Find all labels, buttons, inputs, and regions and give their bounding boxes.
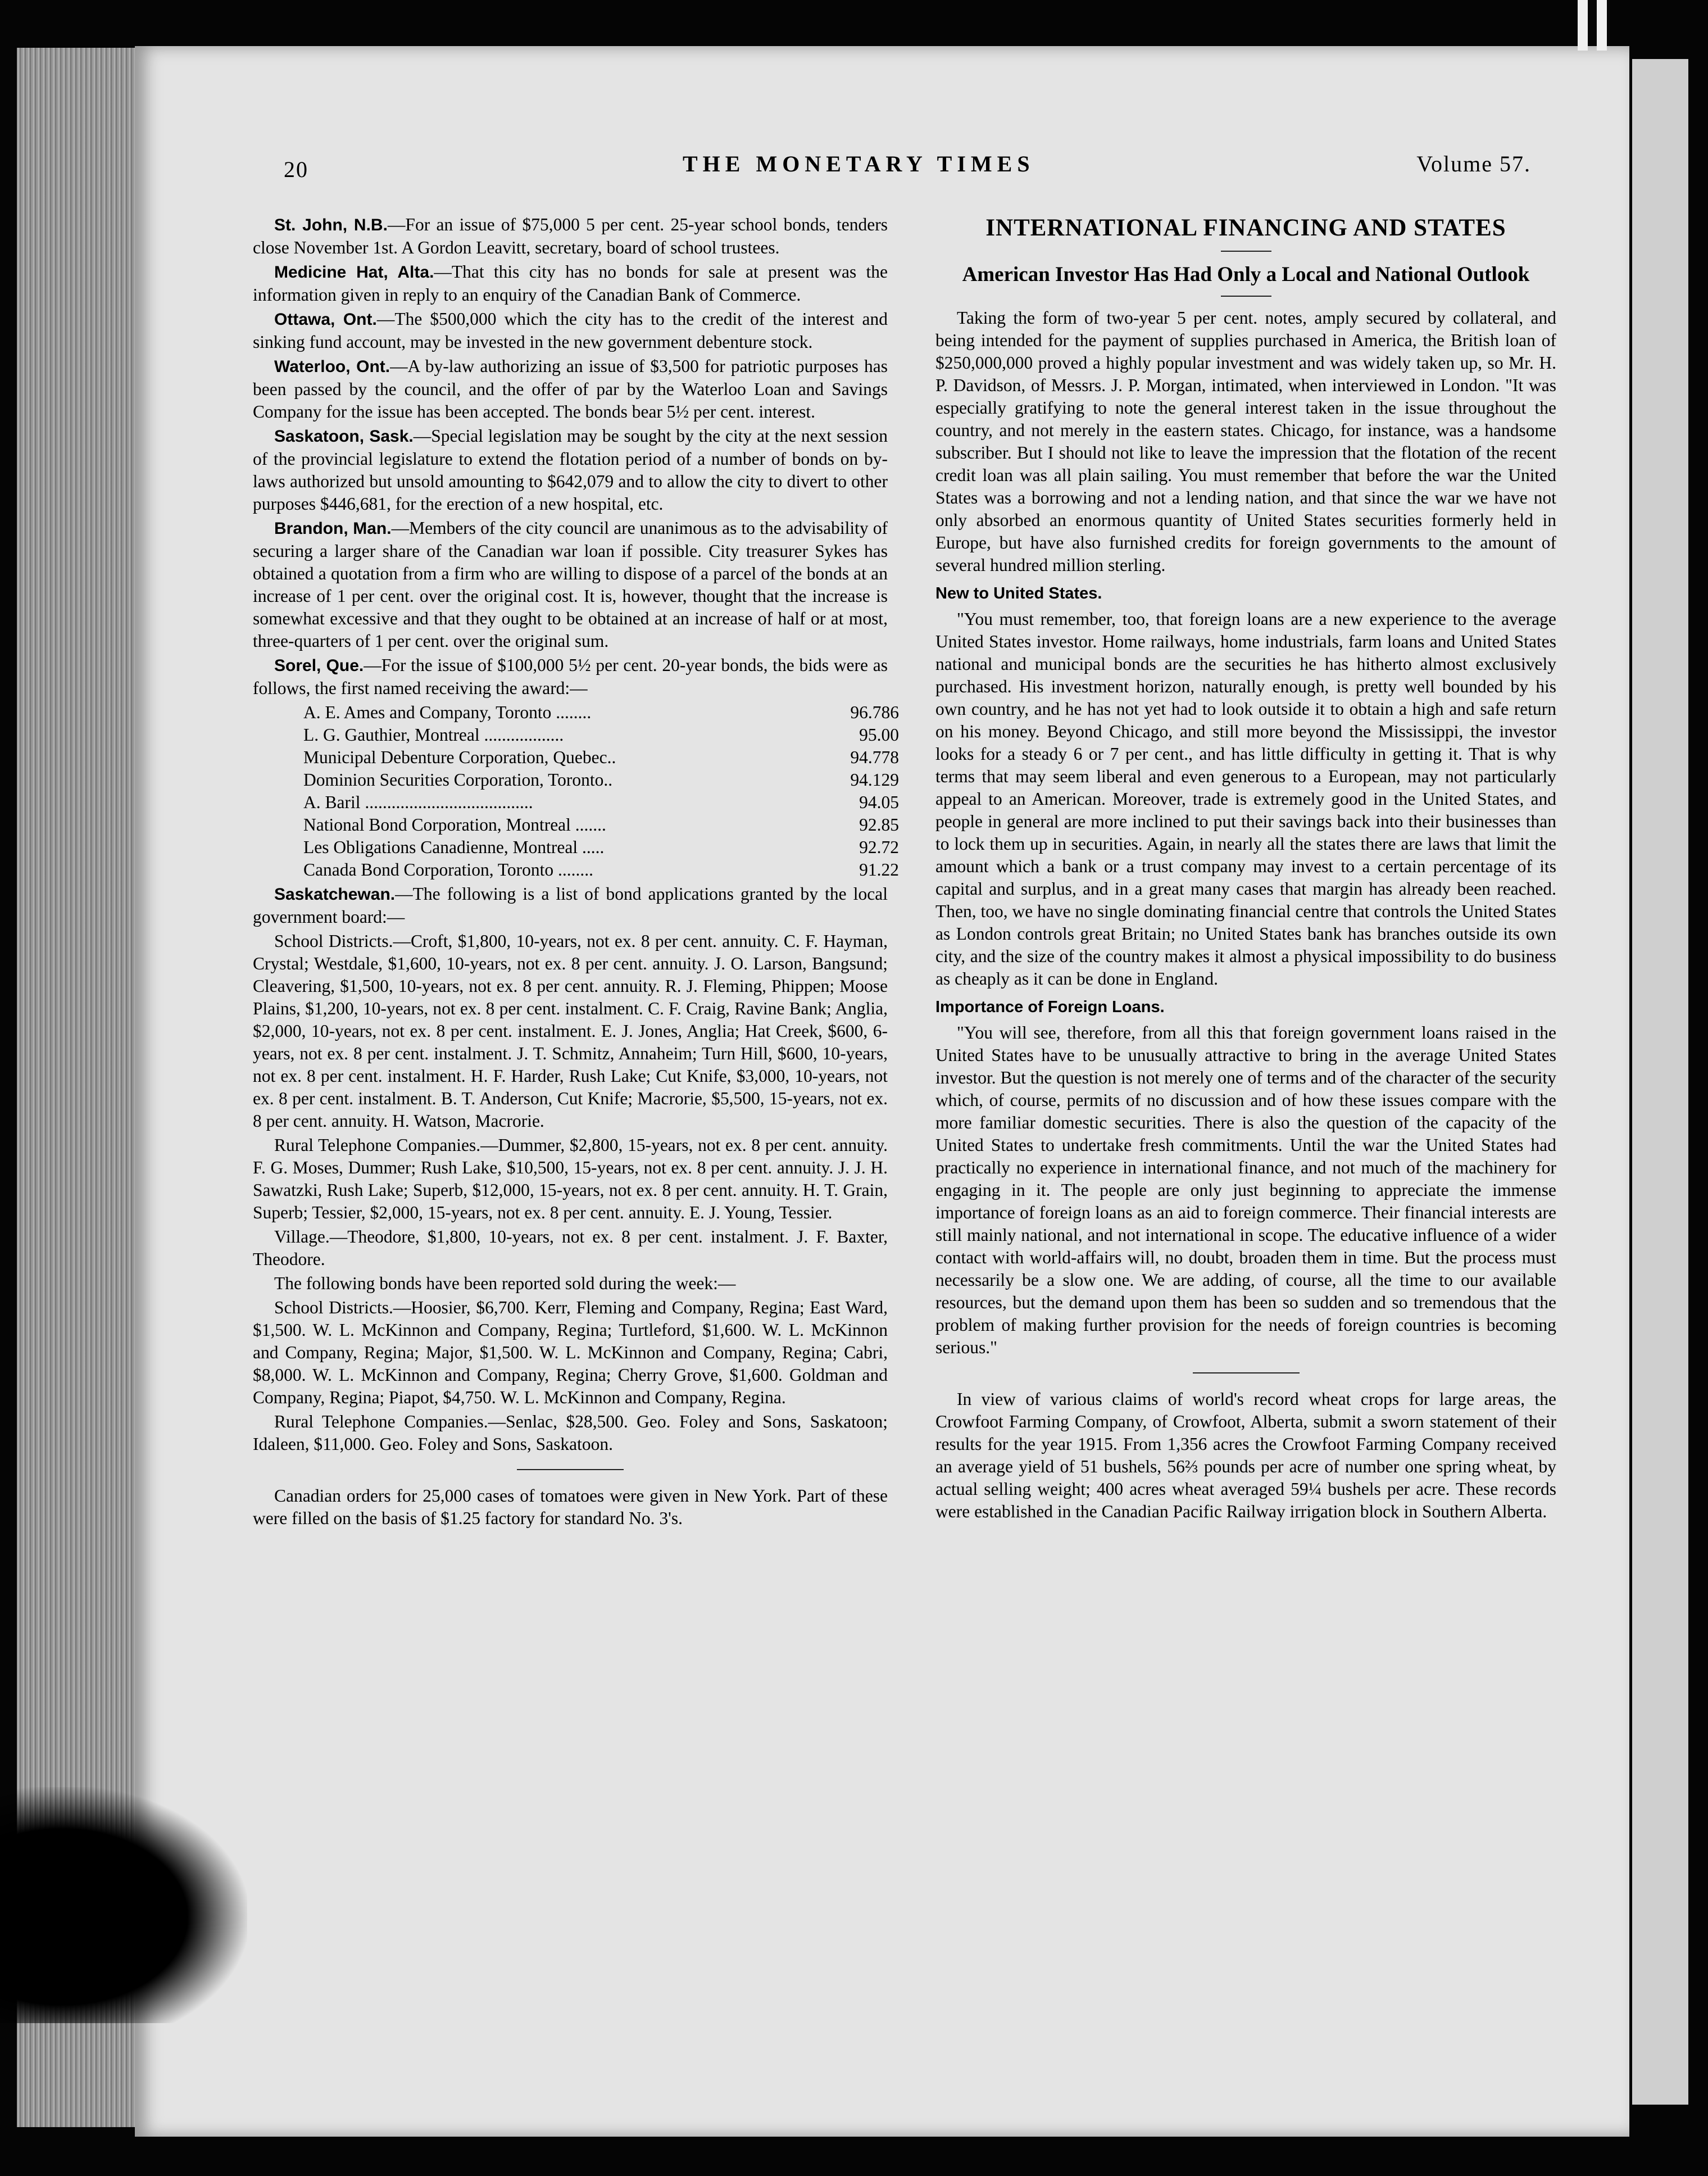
news-item xyxy=(253,425,888,515)
bond-list-item: The following bonds have been reported sold during the week:— xyxy=(274,1273,736,1293)
table-row xyxy=(303,769,899,791)
place-name: Saskatoon, Sask. xyxy=(274,427,414,446)
binding-mark xyxy=(1578,0,1588,51)
bid-value: 94.129 xyxy=(850,770,899,790)
table-row xyxy=(303,814,899,836)
news-text: —That this city has no bonds for sale at present was the information given in reply to an enquiry of the Canadian Bank of Commerce. xyxy=(253,262,888,305)
table-row xyxy=(303,701,899,724)
table-row xyxy=(303,791,899,814)
bid-value: 95.00 xyxy=(859,725,899,745)
bidder-name: A. Baril ...................................... xyxy=(303,792,533,812)
table-row xyxy=(303,836,899,859)
scan-shadow xyxy=(0,1787,247,2023)
news-item xyxy=(253,214,888,259)
bidder-name: Municipal Debenture Corporation, Quebec.. xyxy=(303,747,616,767)
tomatoes-item: Canadian orders for 25,000 cases of tomatoes were given in New York. Part of these were filled on the basis of $1.25 factory for standard No. 3's. xyxy=(253,1486,888,1528)
news-text: —The $500,000 which the city has to the credit of the interest and sinking fund account, may be invested in the new government debenture stock. xyxy=(253,309,888,352)
place-name: Brandon, Man. xyxy=(274,519,392,538)
place-name: St. John, N.B. xyxy=(274,216,388,234)
bidder-name: Canada Bond Corporation, Toronto ........ xyxy=(303,860,594,880)
section-subhead: Importance of Foreign Loans. xyxy=(935,998,1165,1016)
table-row xyxy=(303,724,899,746)
bid-value: 91.22 xyxy=(859,860,899,880)
news-text: —For the issue of $100,000 5½ per cent. 20-year bonds, the bids were as follows, the first named receiving the award:— xyxy=(253,655,888,698)
place-name: Medicine Hat, Alta. xyxy=(274,263,434,282)
place-name: Ottawa, Ont. xyxy=(274,310,377,329)
article-paragraph: "You must remember, too, that foreign loans are a new experience to the average United States investor. Home railways, home industrials, farm loans and United States national and municipal bonds are the securities he has hitherto almost exclusively purchased. His investment horizon, naturally enough, is pretty well bounded by his own country, and he has not yet had to look outside it to obtain a high and safe return on his money. Beyond Chicago, and still more beyond the Mississippi, the investor looks for a steady 6 or 7 per cent., and has little difficulty in getting it. That is why terms that may seem liberal and even generous to a European, may not particularly appeal to an American. Moreover, trade is extremely good in the United States, and people in general are more inclined to put their savings back into their businesses than to lock them up in securities. Again, in nearly all the states there are laws that limit the amount which a bank or a trust company may invest to a certain percentage of its capital and surplus, and in a great many cases that margin has already been reached. Then, too, we have no single dominating financial centre that controls the United States as London controls great Britain; no United States bank has branches outside its own city, and the size of the country makes it almost a physical impossibility to do business as cheaply as it can be done in England. xyxy=(935,609,1556,989)
bid-value: 96.786 xyxy=(850,702,899,722)
news-item xyxy=(253,355,888,423)
subtitle-divider xyxy=(1221,296,1271,297)
news-text: —Special legislation may be sought by the city at the next session of the provincial legislature to extend the flotation period of a number of bonds on by-laws authorized but unsold amounting to $642,079 and to allow the city to divert to other purposes $446,681, for the erection of a new hospital, etc. xyxy=(253,426,888,514)
volume-label: Volume 57. xyxy=(1416,151,1531,176)
article-title: INTERNATIONAL FINANCING AND STATES xyxy=(985,215,1506,241)
article-paragraph: "You will see, therefore, from all this that foreign government loans raised in the United States have to be unusually attractive to bring in the average United States investor. But the question is not merely one of terms and of the character of the security which, of course, permits of no discussion and of how these issues compare with the more familiar domestic securities. There is also the question of the capacity of the United States to undertake fresh commitments. Until the war the United States had practically no experience in international finance, and not much of the machinery for engaging in it. The people are only just beginning to appreciate the immense importance of foreign loans as an aid to foreign commerce. Their financial interests are still mainly national, and not international in scope. The educative influence of a wider contact with world-affairs will, no doubt, broaden them in time. But the process must necessarily be a slow one. We are adding, of course, all the time to our available resources, but the demand upon them has been so sudden and so tremendous that the problem of making further provision for the needs of foreign countries is becoming serious." xyxy=(935,1023,1556,1357)
bond-list-item: Rural Telephone Companies.—Senlac, $28,500. Geo. Foley and Sons, Saskatoon; Idaleen, $11,000. Geo. Foley and Sons, Saskatoon. xyxy=(253,1412,888,1454)
place-name: Waterloo, Ont. xyxy=(274,357,390,376)
bond-list-item: School Districts.—Croft, $1,800, 10-years, not ex. 8 per cent. annuity. C. F. Hayman, Crystal; Westdale, $1,600, 10-years, not ex. 8 per cent. annuity. J. O. Larson, Bangsund; Cleavering, $1,500, 10-years, not ex. 8 per cent. annuity. R. J. Fleming, Phippen; Moose Plains, $1,200, 10-years, not ex. 8 per cent. instalment. C. F. Craig, Ravine Bank; Anglia, $2,000, 10-years, not ex. 8 per cent. instalment. E. J. Jones, Anglia; Hat Creek, $600, 6-years, not ex. 8 per cent. instalment. J. T. Schmitz, Annaheim; Turn Hill, $600, 10-years, not ex. 8 per cent. instalment. H. F. Harder, Rush Lake; Cut Knife, $3,000, 10-years, not ex. 8 per cent. instalment. B. T. Anderson, Cut Knife; Macrorie, $5,500, 15-years, not ex. 8 per cent. annuity. H. Watson, Macrorie. xyxy=(253,931,888,1131)
bidder-name: National Bond Corporation, Montreal ....... xyxy=(303,815,606,835)
table-row xyxy=(303,746,899,769)
news-item xyxy=(253,308,888,353)
bidder-name: Dominion Securities Corporation, Toronto.. xyxy=(303,770,613,790)
news-item xyxy=(253,883,888,928)
wheat-item: In view of various claims of world's record wheat crops for large areas, the Crowfoot Farming Company, of Crowfoot, Alberta, submit a sworn statement of their results for the year 1915. From 1,356 acres the Crowfoot Farming Company received an average yield of 51 bushels, 56⅔ pounds per acre of number one spring wheat, by actual selling weight; 400 acres wheat averaged 59¼ bushels per acre. These records were established in the Canadian Pacific Railway irrigation block in Southern Alberta. xyxy=(935,1389,1556,1521)
news-text: —Members of the city council are unanimous as to the advisability of securing a larger share of the Canadian war loan if possible. City treasurer Sykes has obtained a quotation from a firm who are willing to dispose of a parcel of the bonds at an increase of 1 per cent. over the original cost. It is, however, thought that the increase is somewhat excessive and that they ought to be obtained at an increase of half or at most, three-quarters of 1 per cent. over the original sum. xyxy=(253,518,888,651)
bond-list-item: Rural Telephone Companies.—Dummer, $2,800, 15-years, not ex. 8 per cent. annuity. F. G. Moses, Dummer; Rush Lake, $10,500, 15-years, not ex. 8 per cent. annuity. J. J. H. Sawatzki, Rush Lake; Superb, $12,000, 15-years, not ex. 8 per cent. annuity. H. T. Grain, Superb; Tessier, $2,000, 15-years, not ex. 8 per cent. annuity. E. J. Young, Tessier. xyxy=(253,1135,888,1222)
news-text: —A by-law authorizing an issue of $3,500 for patriotic purposes has been passed by the council, and the offer of par by the Waterloo Loan and Savings Company for the issue has been accepted. The bonds bear 5½ per cent. interest. xyxy=(253,356,888,421)
section-divider xyxy=(517,1469,624,1470)
article-subtitle: American Investor Has Had Only a Local and National Outlook xyxy=(962,263,1530,286)
news-item xyxy=(253,654,888,700)
next-page-edge xyxy=(1632,59,1688,2105)
news-item xyxy=(253,517,888,652)
bond-list-item: School Districts.—Hoosier, $6,700. Kerr, Fleming and Company, Regina; East Ward, $1,500. W. L. McKinnon and Company, Regina; Turtleford, $1,600. W. L. McKinnon and Company, Regina; Major, $1,500. W. L. McKinnon and Company, Regina; Cabri, $8,000. W. L. McKinnon and Company, Regina; Cherry Grove, $1,600. Goldman and Company, Regina; Piapot, $4,750. W. L. McKinnon and Company, Regina. xyxy=(253,1298,888,1407)
bidder-name: L. G. Gauthier, Montreal .................. xyxy=(303,725,564,745)
news-text: —The following is a list of bond applications granted by the local government board:— xyxy=(253,884,888,927)
right-column xyxy=(935,214,1556,1525)
page-number: 20 xyxy=(284,157,308,182)
bidder-name: Les Obligations Canadienne, Montreal ..... xyxy=(303,837,605,857)
news-item xyxy=(253,261,888,306)
place-name: Saskatchewan. xyxy=(274,885,396,904)
table-row xyxy=(303,859,899,881)
news-text: —For an issue of $75,000 5 per cent. 25-year school bonds, tenders close November 1st. A Gordon Leavitt, secretary, board of school trustees. xyxy=(253,215,888,257)
running-header xyxy=(284,151,1531,184)
section-divider xyxy=(1193,1372,1300,1373)
left-column xyxy=(253,214,899,1531)
place-name: Sorel, Que. xyxy=(274,656,364,675)
bid-value: 92.72 xyxy=(859,837,899,857)
bid-value: 94.05 xyxy=(859,792,899,812)
bids-table xyxy=(303,701,899,881)
title-divider xyxy=(1221,251,1271,252)
bidder-name: A. E. Ames and Company, Toronto ........ xyxy=(303,702,592,722)
bid-value: 94.778 xyxy=(850,747,899,767)
bond-list-item: Village.—Theodore, $1,800, 10-years, not ex. 8 per cent. instalment. J. F. Baxter, Theodore. xyxy=(253,1227,888,1269)
binding-mark xyxy=(1597,0,1607,51)
section-subhead: New to United States. xyxy=(935,584,1102,602)
article-intro: Taking the form of two-year 5 per cent. notes, amply secured by collateral, and being intended for the payment of supplies purchased in America, the British loan of $250,000,000 proved a highly popular investment and was widely taken up, so Mr. H. P. Davidson, of Messrs. J. P. Morgan, intimated, when interviewed in London. "It was especially gratifying to note the general interest taken in the issue throughout the country, and not merely in the eastern states. Chicago, for instance, was a handsome subscriber. But I should not like to leave the impression that the flotation of the recent credit loan was all plain sailing. You must remember that before the war the United States was a borrowing and not a lending nation, and that since the war we have not only absorbed an enormous quantity of United States securities formerly held in Europe, but have also furnished credits for foreign governments to the amount of several hundred million sterling. xyxy=(935,308,1556,575)
publication-title: THE MONETARY TIMES xyxy=(683,151,1035,176)
bid-value: 92.85 xyxy=(859,815,899,835)
